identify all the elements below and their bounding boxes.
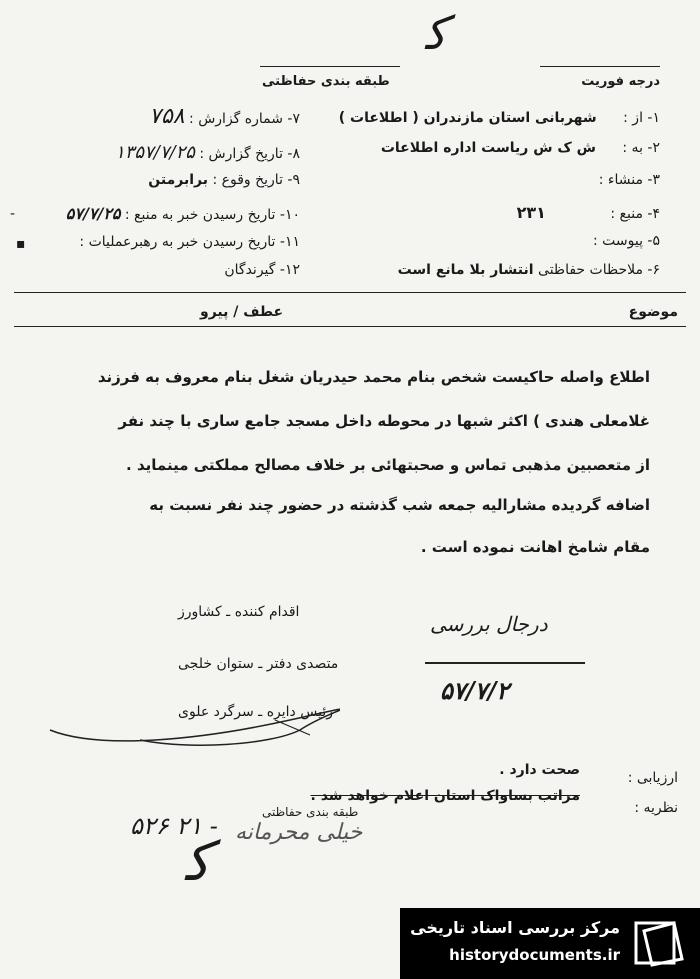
- field-from-label: ۱- از :: [623, 110, 660, 126]
- handwritten-note: درجال بررسی: [430, 612, 548, 636]
- subject-divider: [14, 326, 686, 327]
- field-report-date-label: ۸- تاریخ گزارش :: [199, 146, 300, 162]
- field-report-number: [90, 104, 300, 129]
- priority-label: درجه فوریت: [581, 74, 660, 89]
- field-security-notes-value: انتشار بلا مانع است: [397, 262, 534, 278]
- top-handwritten-mark: ﮐ: [425, 6, 447, 60]
- evaluation-value: صحت دارد .: [499, 762, 580, 778]
- field-occurrence-date: [120, 172, 300, 188]
- header-divider: [14, 292, 686, 293]
- body-line: مقام شامخ اهانت نموده است .: [420, 538, 650, 556]
- handwritten-underline: [425, 662, 585, 664]
- body-line: اطلاع واصله حاکیست شخص بنام محمد حیدریان شغل بنام معروف به فرزند: [97, 368, 650, 386]
- signature-scribble: [40, 690, 340, 760]
- field-origin-label: ۳- منشاء :: [598, 172, 660, 188]
- reference-label: عطف / پیرو: [200, 304, 284, 320]
- opinion-label: نظریه :: [634, 800, 678, 816]
- field-news-to-source-date-label: ۱۰- تاریخ رسیدن خبر به منبع :: [124, 207, 300, 223]
- margin-dash-mark-2: -: [10, 206, 16, 222]
- classification-label: طبقه بندی حفاظتی: [262, 74, 390, 89]
- field-occurrence-date-value: برابرمتن: [148, 172, 208, 188]
- field-news-to-leader-date: [18, 234, 300, 250]
- body-line: اضافه گردیده مشارالیه جمعه شب گذشته در حضور چند نفر نسبت به: [149, 496, 650, 514]
- footer-handwritten: خیلی محرمانه: [235, 820, 363, 845]
- body-line: از متعصبین مذهبی تماس و صحبتهائی بر خلاف مصالح مملکتی مینماید .: [126, 456, 650, 474]
- field-attachment: [290, 233, 660, 249]
- field-report-date: [50, 142, 300, 163]
- field-news-to-leader-date-label: ۱۱- تاریخ رسیدن خبر به رهبرعملیات :: [79, 234, 300, 250]
- field-to: [290, 140, 660, 156]
- signature-department-head: رئیس دایره ـ سرگرد علوی: [178, 704, 333, 720]
- field-to-value: ش ک ش ریاست اداره اطلاعات: [380, 140, 596, 156]
- field-security-notes: [290, 262, 660, 278]
- field-attachment-label: ۵- پیوست :: [592, 233, 660, 249]
- footer-handwritten-mark: ﮐ: [185, 830, 211, 893]
- field-source-value: ۲۳۱: [516, 203, 546, 222]
- body-line: غلامعلی هندی ) اکثر شبها در محوطه داخل مسجد جامع ساری با چند نفر: [118, 412, 650, 430]
- field-recipients: [120, 262, 300, 278]
- subject-label: موضوع: [628, 304, 678, 320]
- header-rule-left: [260, 66, 400, 67]
- field-report-date-value: ۱۳۵۷/۷/۲۵: [115, 142, 195, 163]
- header-rule-right: [540, 66, 660, 67]
- field-source-label: ۴- منبع :: [610, 206, 660, 222]
- signature-office-clerk: متصدی دفتر ـ ستوان خلجی: [178, 656, 339, 672]
- handwritten-note-date: ۵۷/۷/۲: [440, 676, 510, 705]
- archive-logo-icon: [630, 913, 686, 969]
- field-origin: [290, 172, 660, 188]
- signature-action-officer: اقدام کننده ـ کشاورز: [178, 604, 300, 620]
- field-news-to-source-date: [8, 204, 300, 223]
- watermark-title: مرکز بررسی اسناد تاریخی: [410, 918, 620, 937]
- field-recipients-label: ۱۲- گیرندگان: [224, 262, 300, 278]
- field-news-to-source-date-value: ۵۷/۷/۲۵: [65, 204, 121, 223]
- field-occurrence-date-label: ۹- تاریخ وقوع :: [212, 172, 300, 188]
- field-from-value: شهربانی استان مازندران ( اطلاعات ): [338, 110, 597, 126]
- opinion-value: مراتب بساواک استان اعلام خواهد شد .: [310, 788, 580, 804]
- footer-number: ۵۲۶ ۲۱ -: [130, 812, 218, 840]
- field-from: [290, 110, 660, 126]
- field-security-notes-label: ۶- ملاحظات حفاظتی: [538, 262, 660, 278]
- evaluation-label: ارزیابی :: [627, 770, 678, 786]
- footer-classification: طبقه بندی حفاظتی: [262, 805, 359, 819]
- field-report-number-value: ۷۵۸: [149, 104, 185, 129]
- margin-dash-mark: ▪: [16, 236, 26, 252]
- field-report-number-label: ۷- شماره گزارش :: [189, 111, 300, 127]
- field-to-label: ۲- به :: [622, 140, 660, 156]
- watermark-url: historydocuments.ir: [449, 946, 620, 964]
- field-source: [290, 203, 660, 222]
